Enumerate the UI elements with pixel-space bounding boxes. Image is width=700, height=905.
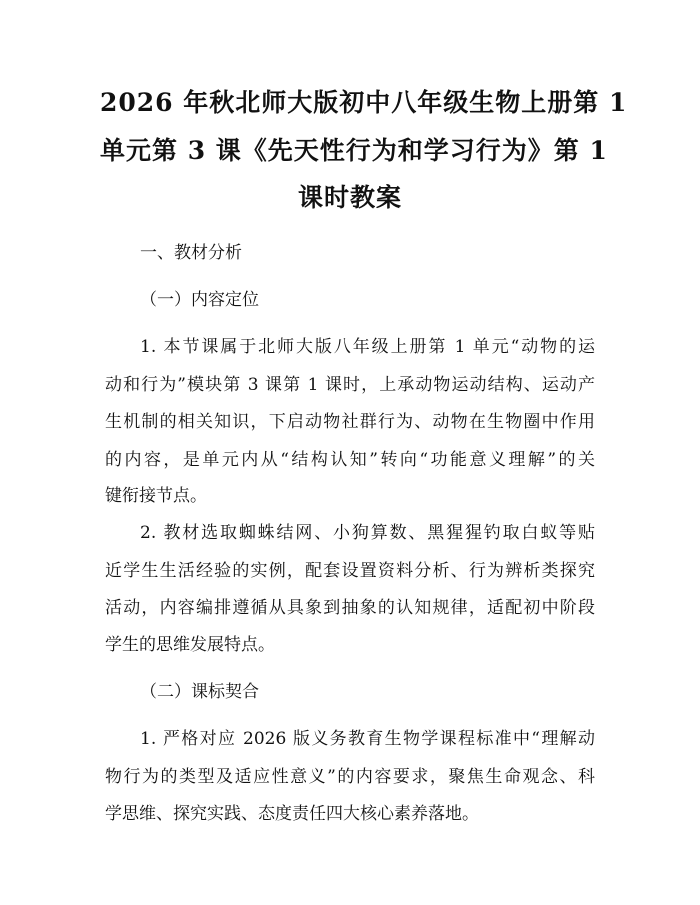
subsection-heading-curriculum-alignment: （二）课标契合	[140, 682, 259, 702]
paragraph-1-line-4: 的内容，是单元内从“结构认知”转向“功能意义理解”的关	[105, 450, 595, 470]
paragraph-3-line-1: 1. 严格对应 2026 版义务教育生物学课程标准中“理解动	[140, 729, 595, 749]
paragraph-2-line-3: 活动，内容编排遵循从具象到抽象的认知规律，适配初中阶段	[105, 598, 595, 618]
paragraph-2-line-4: 学生的思维发展特点。	[105, 635, 275, 655]
section-heading-textbook-analysis: 一、教材分析	[140, 243, 242, 263]
paragraph-2-line-2: 近学生生活经验的实例，配套设置资料分析、行为辨析类探究	[105, 561, 595, 581]
document-title-line-1: 2026 年秋北师大版初中八年级生物上册第 1	[100, 88, 628, 117]
paragraph-3-line-3: 学思维、探究实践、态度责任四大核心素养落地。	[105, 804, 479, 824]
document-title-line-3: 课时教案	[297, 183, 402, 212]
document-title-line-2: 单元第 3 课《先天性行为和学习行为》第 1	[100, 136, 608, 165]
paragraph-3-line-2: 物行为的类型及适应性意义”的内容要求，聚焦生命观念、科	[105, 767, 595, 787]
paragraph-1-line-3: 生机制的相关知识，下启动物社群行为、动物在生物圈中作用	[105, 412, 595, 432]
paragraph-1-line-5: 键衔接节点。	[105, 486, 207, 506]
paragraph-1-line-2: 动和行为”模块第 3 课第 1 课时，上承动物运动结构、运动产	[105, 375, 595, 395]
paragraph-2-line-1: 2. 教材选取蜘蛛结网、小狗算数、黑猩猩钓取白蚁等贴	[140, 523, 595, 543]
subsection-heading-content-positioning: （一）内容定位	[140, 290, 259, 310]
paragraph-1-line-1: 1. 本节课属于北师大版八年级上册第 1 单元“动物的运	[140, 337, 595, 357]
